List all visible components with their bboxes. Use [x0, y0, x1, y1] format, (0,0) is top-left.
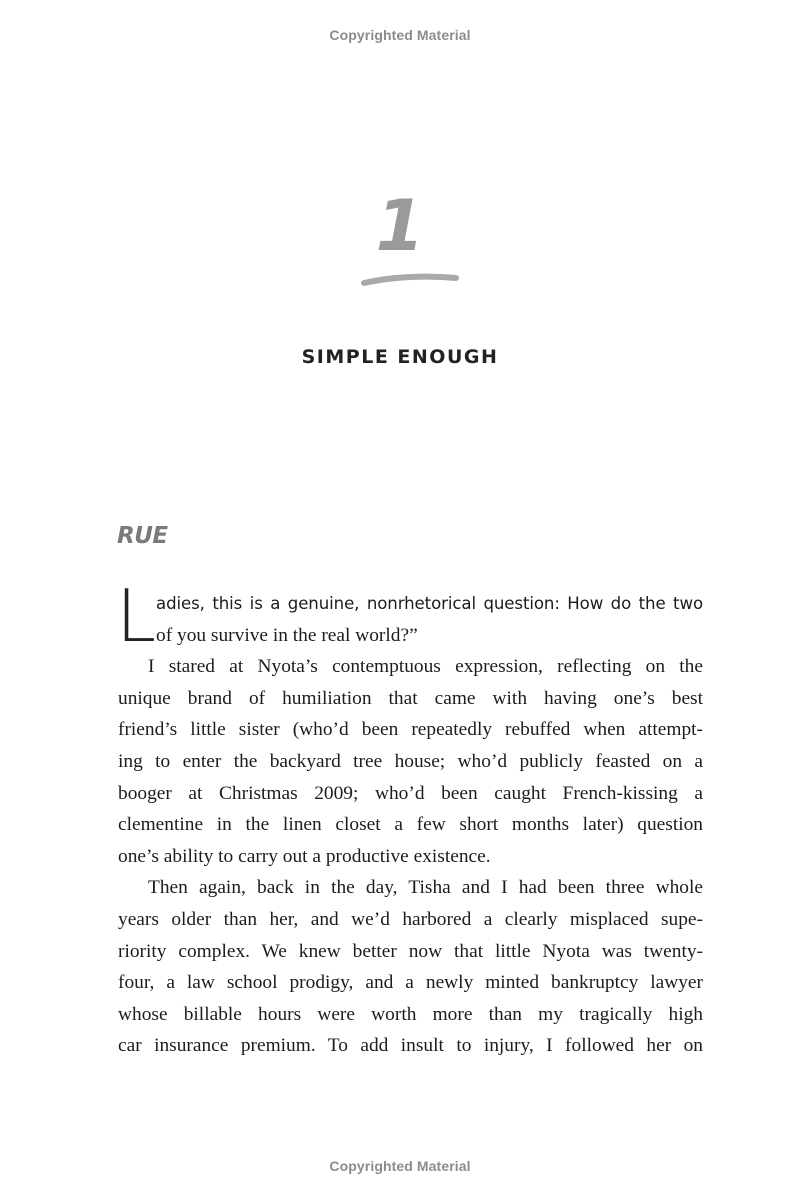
- pov-character-heading: RUE: [117, 523, 168, 549]
- chapter-underline-brush-stroke: [360, 268, 460, 290]
- text-line: riority complex. We knew better now that little Nyota was twenty-: [118, 940, 703, 962]
- copyright-watermark-bottom: Copyrighted Material: [329, 1158, 471, 1174]
- drop-cap: L: [116, 574, 157, 658]
- text-line: I stared at Nyota’s contemptuous expression, reflecting on the: [148, 656, 703, 678]
- body-text: [116, 574, 703, 1062]
- text-line: Then again, back in the day, Tisha and I had been three whole: [148, 877, 703, 899]
- copyright-watermark-top: Copyrighted Material: [329, 27, 471, 43]
- text-line: unique brand of humiliation that came with having one’s best: [118, 687, 703, 709]
- chapter-title: SIMPLE ENOUGH: [301, 346, 499, 368]
- paragraph: [118, 651, 703, 872]
- text-line: whose billable hours were worth more than my tragically high: [118, 1003, 703, 1025]
- text-line: one’s ability to carry out a productive existence.: [118, 845, 491, 867]
- text-line: friend’s little sister (who’d been repeatedly rebuffed when attempt-: [118, 719, 703, 741]
- chapter-number: 1: [375, 185, 425, 267]
- text-line: ing to enter the backyard tree house; who’d publicly feasted on a: [118, 750, 703, 772]
- paragraph: [118, 872, 703, 1062]
- text-line: booger at Christmas 2009; who’d been caught French-kissing a: [118, 782, 703, 804]
- text-line: adies, this is a genuine, nonrhetorical question: How do the two: [156, 594, 703, 613]
- text-line: of you survive in the real world?”: [156, 624, 418, 646]
- text-line: clementine in the linen closet a few short months later) question: [118, 814, 703, 836]
- text-line: car insurance premium. To add insult to injury, I followed her on: [118, 1035, 703, 1057]
- opening-paragraph: [116, 574, 703, 658]
- text-line: four, a law school prodigy, and a newly minted bankruptcy lawyer: [118, 972, 703, 994]
- text-line: years older than her, and we’d harbored a clearly misplaced supe-: [118, 908, 703, 930]
